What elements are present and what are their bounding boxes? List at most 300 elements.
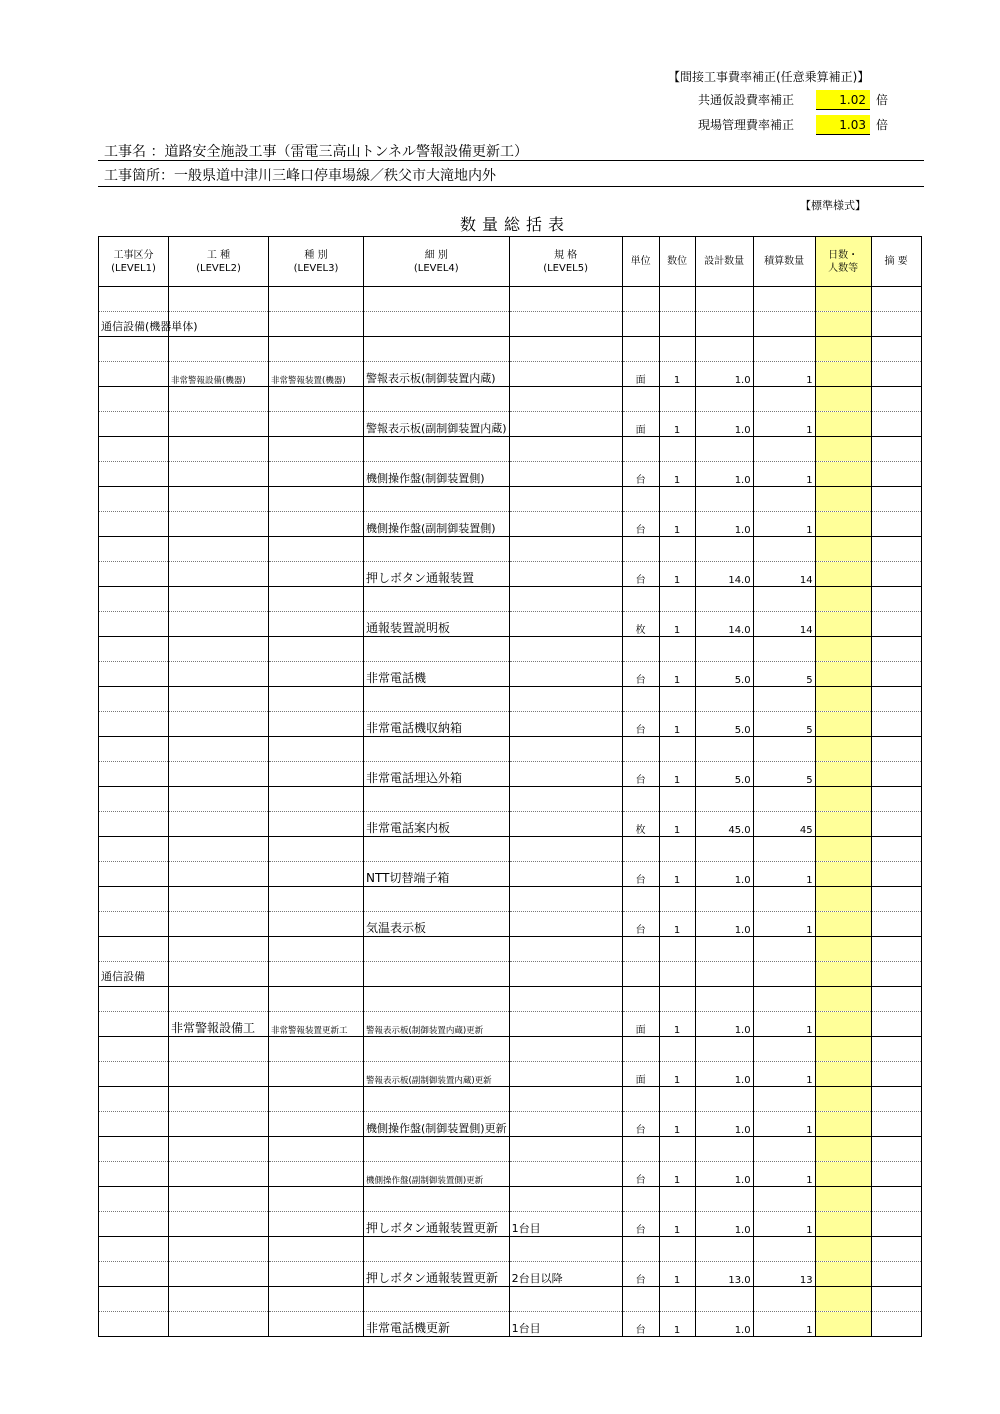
table-row [99,662,922,687]
section-row [99,312,922,337]
header-level2: 工 種 (LEVEL2) [169,237,269,287]
table-cell [871,1262,921,1287]
cell-digit: 1 [659,662,695,687]
table-cell [622,962,659,987]
table-cell [269,1287,364,1312]
table-cell [695,887,753,912]
cell-level2 [169,1112,269,1137]
table-cell [99,762,169,787]
cell-level3 [269,562,364,587]
header-level4: 細 別 (LEVEL4) [364,237,510,287]
table-cell [169,1187,269,1212]
table-cell [364,1037,510,1062]
cell-level4: 機側操作盤(制御装置側)更新 [364,1112,510,1137]
table-cell [659,787,695,812]
cell-design-quantity: 1.0 [695,1212,753,1237]
divider [98,186,924,187]
cell-design-quantity: 14.0 [695,612,753,637]
common-temporary-rate-unit: 倍 [876,93,889,107]
table-cell [364,987,510,1012]
table-row [99,1187,922,1212]
table-row [99,712,922,737]
table-cell [659,437,695,462]
table-cell [659,387,695,412]
table-cell [99,1062,169,1087]
table-cell [364,312,510,337]
table-cell [364,387,510,412]
table-row [99,1262,922,1287]
cell-calc-quantity: 1 [753,1212,815,1237]
cell-level5 [509,612,622,637]
table-cell [871,862,921,887]
cell-unit: 面 [622,412,659,437]
cell-calc-quantity: 5 [753,762,815,787]
rate-correction-row [668,113,889,138]
table-cell [509,687,622,712]
cell-level5 [509,412,622,437]
table-cell [169,937,269,962]
cell-level2 [169,512,269,537]
table-cell [753,637,815,662]
cell-unit: 台 [622,1262,659,1287]
table-cell [269,337,364,362]
cell-level3 [269,1062,364,1087]
table-cell [695,687,753,712]
table-cell [99,487,169,512]
table-cell [622,837,659,862]
table-cell [695,837,753,862]
cell-level2 [169,1212,269,1237]
table-cell [99,1212,169,1237]
cell-days-persons [815,612,871,637]
table-cell [659,887,695,912]
table-cell [364,1187,510,1212]
cell-level3 [269,862,364,887]
table-cell [269,312,364,337]
table-cell [269,962,364,987]
table-row [99,387,922,412]
table-cell [622,937,659,962]
table-cell [269,787,364,812]
cell-calc-quantity: 5 [753,712,815,737]
table-cell [871,737,921,762]
table-cell [169,537,269,562]
table-cell [871,512,921,537]
cell-calc-quantity: 1 [753,512,815,537]
table-cell [695,987,753,1012]
cell-level2 [169,1062,269,1087]
cell-calc-quantity: 1 [753,1112,815,1137]
cell-level2 [169,812,269,837]
table-row [99,362,922,387]
cell-unit: 面 [622,1062,659,1087]
table-cell [659,937,695,962]
table-cell [753,962,815,987]
common-temporary-rate-value[interactable]: 1.02 [816,90,870,110]
cell-calc-quantity: 45 [753,812,815,837]
cell-level5 [509,712,622,737]
cell-design-quantity: 5.0 [695,662,753,687]
table-cell [871,412,921,437]
table-cell [509,312,622,337]
cell-days-persons [815,812,871,837]
table-cell [815,1287,871,1312]
table-cell [871,587,921,612]
table-cell [509,437,622,462]
table-row [99,512,922,537]
table-cell [815,737,871,762]
table-cell [871,1062,921,1087]
table-row [99,687,922,712]
cell-level3 [269,412,364,437]
table-row [99,1287,922,1312]
table-cell [695,437,753,462]
cell-calc-quantity: 1 [753,1162,815,1187]
cell-calc-quantity: 1 [753,1312,815,1337]
table-cell [871,937,921,962]
table-cell [871,812,921,837]
table-cell [269,487,364,512]
table-cell [169,887,269,912]
cell-days-persons [815,1262,871,1287]
table-cell [659,987,695,1012]
table-cell [753,937,815,962]
table-cell [169,687,269,712]
cell-level5 [509,812,622,837]
table-cell [169,337,269,362]
table-cell [871,787,921,812]
cell-days-persons [815,562,871,587]
table-cell [659,1287,695,1312]
table-cell [364,787,510,812]
table-row [99,837,922,862]
table-cell [622,287,659,312]
table-cell [695,587,753,612]
table-cell [99,937,169,962]
site-management-rate-label: 現場管理費率補正 [698,118,795,132]
table-cell [815,937,871,962]
table-row [99,1012,922,1037]
table-cell [659,587,695,612]
header-digit: 数位 [659,237,695,287]
table-cell [169,1037,269,1062]
table-row [99,887,922,912]
cell-calc-quantity: 1 [753,1062,815,1087]
site-management-rate-value[interactable]: 1.03 [816,115,870,135]
table-cell [364,837,510,862]
table-cell [169,437,269,462]
table-cell [871,462,921,487]
table-cell [815,637,871,662]
cell-digit: 1 [659,1012,695,1037]
table-cell [99,1137,169,1162]
table-cell [509,1037,622,1062]
table-cell [695,1137,753,1162]
table-cell [622,487,659,512]
table-cell [622,387,659,412]
cell-level2 [169,412,269,437]
cell-level5 [509,1162,622,1187]
cell-design-quantity: 1.0 [695,862,753,887]
cell-level2 [169,862,269,887]
rate-correction-heading: 【間接工事費率補正(任意乗算補正)】 [668,70,870,84]
table-cell [622,687,659,712]
header-level3: 種 別 (LEVEL3) [269,237,364,287]
table-cell [695,737,753,762]
table-cell [871,312,921,337]
cell-level3 [269,462,364,487]
table-cell [871,987,921,1012]
table-cell [871,1187,921,1212]
table-body [99,287,922,1337]
table-cell [99,362,169,387]
cell-level5: 2台目以降 [509,1262,622,1287]
table-cell [509,637,622,662]
table-cell [169,387,269,412]
table-cell [753,587,815,612]
table-cell [871,537,921,562]
cell-design-quantity: 1.0 [695,1012,753,1037]
cell-design-quantity: 1.0 [695,512,753,537]
cell-calc-quantity: 1 [753,862,815,887]
table-cell [871,1012,921,1037]
table-cell [99,912,169,937]
table-cell [99,1087,169,1112]
table-cell [695,787,753,812]
table-cell [99,962,169,987]
cell-level4: 機側操作盤(副制御装置側) [364,512,510,537]
cell-unit: 台 [622,912,659,937]
cell-level2: 非常警報設備(機器) [169,362,269,387]
table-cell [753,1037,815,1062]
cell-unit: 枚 [622,812,659,837]
cell-digit: 1 [659,362,695,387]
table-cell [269,1087,364,1112]
cell-design-quantity: 14.0 [695,562,753,587]
table-cell [871,1087,921,1112]
table-row [99,737,922,762]
table-cell [99,812,169,837]
cell-digit: 1 [659,762,695,787]
cell-calc-quantity: 1 [753,462,815,487]
table-cell [99,1112,169,1137]
table-cell [509,787,622,812]
cell-digit: 1 [659,612,695,637]
table-cell [509,587,622,612]
table-cell [99,562,169,587]
header-unit: 単位 [622,237,659,287]
rate-correction-row [668,88,889,113]
table-cell [871,387,921,412]
cell-days-persons [815,662,871,687]
cell-level4: 非常電話機更新 [364,1312,510,1337]
cell-digit: 1 [659,462,695,487]
table-cell [269,887,364,912]
table-cell [509,537,622,562]
table-cell [815,387,871,412]
table-cell [871,1312,921,1337]
table-cell [509,837,622,862]
table-cell [871,1037,921,1062]
cell-level3 [269,912,364,937]
table-cell [169,1137,269,1162]
table-cell [169,637,269,662]
table-cell [815,537,871,562]
table-cell [509,962,622,987]
cell-level4: 気温表示板 [364,912,510,937]
table-cell [364,687,510,712]
table-row [99,787,922,812]
table-cell [871,712,921,737]
cell-digit: 1 [659,862,695,887]
table-cell [169,487,269,512]
table-cell [99,337,169,362]
cell-level5 [509,1062,622,1087]
table-cell [364,1087,510,1112]
table-cell [99,1037,169,1062]
table-cell [99,1262,169,1287]
cell-digit: 1 [659,1212,695,1237]
table-cell [622,1187,659,1212]
cell-days-persons [815,1312,871,1337]
table-cell [99,287,169,312]
table-cell [815,487,871,512]
table-row [99,1062,922,1087]
cell-level2 [169,612,269,637]
cell-level2 [169,562,269,587]
table-cell [169,1087,269,1112]
table-cell [99,512,169,537]
cell-days-persons [815,462,871,487]
cell-level3 [269,1262,364,1287]
divider [98,160,924,161]
cell-unit: 面 [622,1012,659,1037]
table-cell [753,487,815,512]
table-cell [695,1037,753,1062]
cell-level3 [269,662,364,687]
table-cell [364,637,510,662]
cell-digit: 1 [659,1112,695,1137]
table-cell [815,987,871,1012]
table-cell [269,437,364,462]
cell-unit: 台 [622,862,659,887]
table-cell [99,437,169,462]
cell-digit: 1 [659,512,695,537]
table-row [99,337,922,362]
table-cell [659,1187,695,1212]
cell-days-persons [815,712,871,737]
table-cell [695,1237,753,1262]
table-row [99,487,922,512]
table-cell [695,487,753,512]
table-row [99,412,922,437]
project-location: 工事箇所：一般県道中津川三峰口停車場線／秩父市大滝地内外 [104,168,496,184]
table-row [99,1312,922,1337]
table-cell [169,787,269,812]
cell-calc-quantity: 1 [753,1012,815,1037]
table-cell [169,1287,269,1312]
cell-days-persons [815,862,871,887]
cell-level4: 通報装置説明板 [364,612,510,637]
site-management-rate-unit: 倍 [876,118,889,132]
cell-level3 [269,1312,364,1337]
cell-unit: 台 [622,712,659,737]
cell-level2 [169,662,269,687]
standard-form-label: 【標準様式】 [800,199,866,212]
table-row [99,1237,922,1262]
table-cell [509,287,622,312]
table-row [99,1137,922,1162]
cell-level4: 非常電話機収納箱 [364,712,510,737]
table-cell [364,962,510,987]
table-cell [753,537,815,562]
cell-calc-quantity: 14 [753,562,815,587]
table-cell [169,987,269,1012]
table-row [99,1087,922,1112]
table-cell [169,1237,269,1262]
cell-level3 [269,1212,364,1237]
table-cell [269,637,364,662]
table-cell [622,537,659,562]
cell-level5 [509,1112,622,1137]
table-cell [509,737,622,762]
table-row [99,1112,922,1137]
table-cell [695,1287,753,1312]
cell-design-quantity: 1.0 [695,462,753,487]
table-cell [695,1087,753,1112]
table-cell [871,562,921,587]
table-cell [364,887,510,912]
table-cell [269,587,364,612]
table-cell [659,1237,695,1262]
table-cell [99,787,169,812]
table-row [99,1037,922,1062]
cell-days-persons [815,512,871,537]
table-cell [269,1037,364,1062]
table-cell [99,462,169,487]
cell-calc-quantity: 1 [753,412,815,437]
cell-level3 [269,512,364,537]
cell-level5 [509,1012,622,1037]
table-cell [622,312,659,337]
table-cell [364,1237,510,1262]
table-cell [871,362,921,387]
table-row [99,912,922,937]
table-cell [269,387,364,412]
table-row [99,1212,922,1237]
cell-digit: 1 [659,412,695,437]
header-level1: 工事区分 (LEVEL1) [99,237,169,287]
table-cell [99,737,169,762]
header-calc-quantity: 積算数量 [753,237,815,287]
table-cell [753,1087,815,1112]
table-cell [169,962,269,987]
cell-level2 [169,1162,269,1187]
cell-level2: 非常警報設備工 [169,1012,269,1037]
table-cell [99,687,169,712]
cell-unit: 台 [622,562,659,587]
table-cell [659,1137,695,1162]
table-cell [815,587,871,612]
table-row [99,987,922,1012]
common-temporary-rate-label: 共通仮設費率補正 [698,93,795,107]
table-cell [753,887,815,912]
table-cell [753,312,815,337]
table-row [99,612,922,637]
table-cell [815,887,871,912]
table-cell [871,1212,921,1237]
table-cell [622,987,659,1012]
